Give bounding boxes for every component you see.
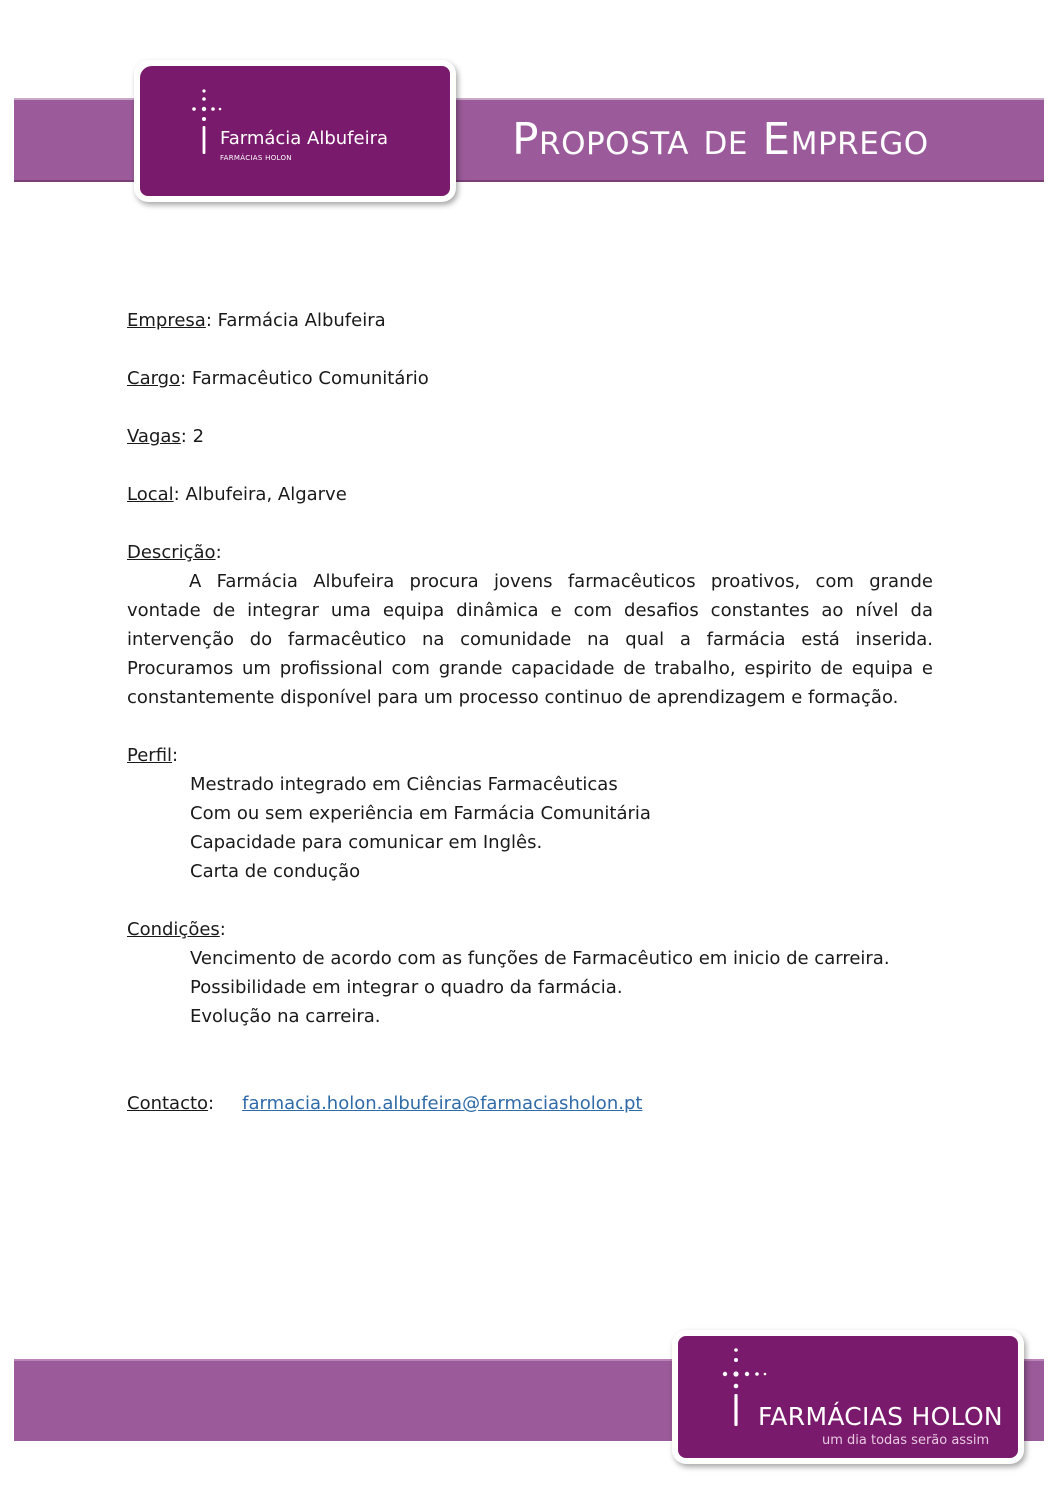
job-offer-content bbox=[127, 306, 933, 1118]
logo-name: FARMÁCIAS HOLON bbox=[758, 1402, 1003, 1431]
field-value: Albufeira, Algarve bbox=[185, 484, 347, 505]
list-item: Evolução na carreira. bbox=[190, 1006, 381, 1027]
list-item: Capacidade para comunicar em Inglês. bbox=[190, 832, 543, 853]
field-local: Local: Albufeira, Algarve bbox=[127, 484, 347, 505]
section-condicoes: Condições: bbox=[127, 919, 226, 940]
logo-tagline: um dia todas serão assim bbox=[822, 1433, 990, 1448]
dotted-cross-icon bbox=[192, 88, 222, 158]
section-label: Contacto bbox=[127, 1093, 209, 1114]
list-item: Mestrado integrado em Ciências Farmacêuticas bbox=[190, 774, 618, 795]
section-perfil: Perfil: bbox=[127, 745, 179, 766]
farmacia-albufeira-logo bbox=[134, 60, 456, 202]
field-value: 2 bbox=[192, 426, 205, 447]
field-empresa: Empresa: Farmácia Albufeira bbox=[127, 310, 386, 331]
section-label: Condições bbox=[127, 919, 220, 940]
list-item: Carta de condução bbox=[190, 861, 361, 882]
field-label: Local bbox=[127, 484, 174, 505]
field-cargo: Cargo: Farmacêutico Comunitário bbox=[127, 368, 429, 389]
section-label: Perfil bbox=[127, 745, 173, 766]
list-item: Possibilidade em integrar o quadro da farmácia. bbox=[190, 977, 623, 998]
description-paragraph: A Farmácia Albufeira procura jovens farmacêuticos proativos, com grande vontade de integrar uma equipa dinâmica e com desafios constantes ao nível da intervenção do farmacêutico na comunidade na qual a farmácia está inserida. Procuramos um profissional com grande capacidade de trabalho, espirito de equipa e constantemente disponível para um processo continuo de aprendizagem e formação. bbox=[127, 571, 933, 708]
list-item: Com ou sem experiência em Farmácia Comunitária bbox=[190, 803, 651, 824]
field-label: Empresa bbox=[127, 310, 206, 331]
logo-background bbox=[678, 1336, 1018, 1458]
field-label: Vagas bbox=[127, 426, 181, 447]
page-title: Proposta de Emprego bbox=[512, 114, 929, 165]
logo-subtitle: FARMÁCIAS HOLON bbox=[220, 154, 292, 162]
field-value: Farmacêutico Comunitário bbox=[191, 368, 429, 389]
section-label: Descrição bbox=[127, 542, 216, 563]
field-vagas: Vagas: 2 bbox=[127, 426, 205, 447]
section-contacto: Contacto: farmacia.holon.albufeira@farmaciasholon.pt bbox=[127, 1089, 933, 1118]
farmacias-holon-logo bbox=[672, 1330, 1024, 1464]
logo-background bbox=[140, 66, 450, 196]
section-descricao: Descrição: bbox=[127, 542, 222, 563]
field-label: Cargo bbox=[127, 368, 181, 389]
logo-name: Farmácia Albufeira bbox=[220, 128, 389, 149]
list-item: Vencimento de acordo com as funções de Farmacêutico em inicio de carreira. bbox=[190, 948, 890, 969]
contact-email-link[interactable]: farmacia.holon.albufeira@farmaciasholon.pt bbox=[242, 1093, 643, 1114]
field-value: Farmácia Albufeira bbox=[217, 310, 386, 331]
